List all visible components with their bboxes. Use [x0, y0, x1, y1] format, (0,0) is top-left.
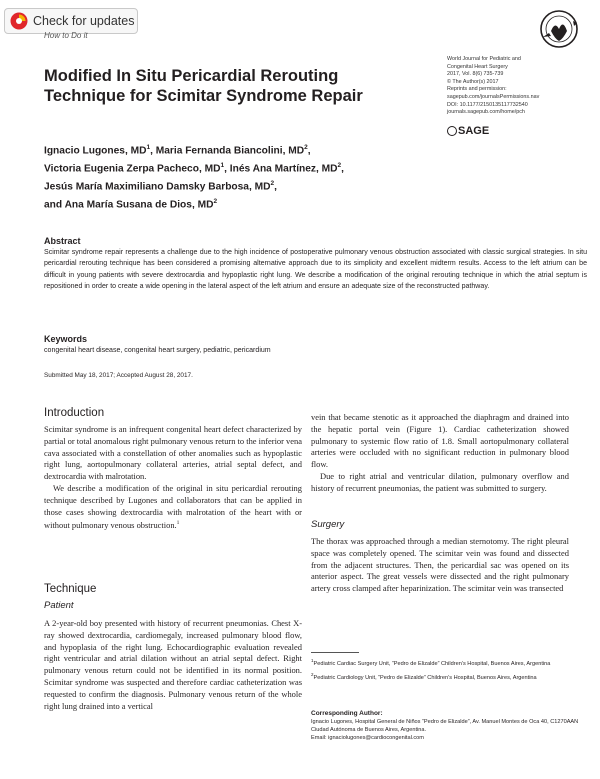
keywords-heading: Keywords [44, 334, 88, 344]
journal-info-doi[interactable]: DOI: 10.1177/2150135117732540 [447, 101, 528, 108]
sage-logo [447, 125, 489, 137]
journal-info [447, 56, 587, 117]
journal-info-line: Congenital Heart Surgery [447, 63, 508, 70]
surgery-heading: Surgery [311, 519, 345, 530]
check-for-updates-label: Check for updates [33, 14, 135, 28]
author-name: Victoria Eugenia Zerpa Pacheco, MD [44, 163, 221, 175]
author-affiliation: 1 [220, 161, 225, 169]
journal-info-line: Reprints and permission: [447, 86, 507, 93]
footnote: $^1$Pediatric Cardiac Surgery Unit, “Pedro de Elizalde” Children’s Hospital, Buenos Aires, Argentina [311, 658, 551, 667]
author-affiliation: 2 [304, 144, 308, 151]
author-line: Jesús María Maximiliano Damsky Barbosa, $MD^2$, [44, 179, 277, 193]
keywords-text: congenital heart disease, congenital heart surgery, pediatric, pericardium [44, 347, 271, 354]
society-seal-logo [529, 9, 581, 49]
journal-info-link[interactable]: journals.sagepub.com/home/pch [447, 109, 525, 116]
affiliation-footnotes [311, 657, 587, 684]
journal-info-link[interactable]: sagepub.com/journalsPermissions.nav [447, 93, 540, 100]
sage-logo-text: SAGE [458, 125, 490, 137]
check-for-updates-icon [10, 12, 28, 30]
body-paragraph: vein that became stenotic as it approached the diaphragm and drained into the hepatic portal vein (Figure 1). Cardiac catheterization showed pulmonary to systemic flow ratio of 1.8. Small aortopulmonary collateral arteries were occluded with no significant reduction in pulmonary blood flow. [311, 412, 569, 470]
footnote-divider [311, 652, 359, 653]
author-line [44, 195, 444, 213]
patient-heading: Patient [44, 600, 74, 611]
introduction-paragraph: We describe a modification of the original in situ pericardial rerouting technique described by Lugones and collaborators that can be applied in those cases showing dextrocardia with malrotation of the heart with or without pulmonary venous obstruction.$^1$ [44, 482, 302, 531]
patient-body [44, 618, 302, 712]
surgery-body [311, 536, 569, 595]
article-title: Modified In Situ Pericardial Rerouting Technique for Scimitar Syndrome Repair [44, 67, 363, 105]
author-name: and Ana María Susana de Dios, MD [44, 199, 214, 211]
author-affiliation: 2 [270, 179, 275, 187]
author-line: Ignacio Lugones, $MD^1$, Maria Fernanda Biancolini, $MD^2$, [44, 144, 311, 157]
author-affiliation: 2 [337, 161, 342, 169]
author-name: Maria Fernanda Biancolini, MD [155, 145, 305, 157]
author-list [44, 141, 444, 213]
author-name: Inés Ana Martínez, MD [229, 163, 338, 175]
technique-heading: Technique [44, 583, 97, 595]
author-affiliation: 1 [146, 144, 151, 151]
footnote: $^2$Pediatric Cardiology Unit, “Pedro de Elizalde” Children’s Hospital, Buenos Aires, Argentina [311, 671, 537, 681]
abstract-text: Scimitar syndrome repair represents a challenge due to the high incidence of postoperative pulmonary venous obstruction associated with classic surgical strategies. In situ pericardial rerouting technique has been considered a promising alternative approach due to its simplicity and excellent midterm results. Access to the left atrium can be difficult in young patients with severe dextrocardia and hypoplastic right lung. We describe a modification of the original rerouting technique in which the atrial septum is repositioned in order to create a wide opening in the lateral aspect of the left atrium and ensure an adequate size of the reconstructed pathway. [44, 249, 587, 291]
author-name: Jesús María Maximiliano Damsky Barbosa, MD [44, 181, 271, 193]
corresponding-author-details [311, 719, 587, 742]
introduction-body [44, 424, 302, 532]
corresponding-email[interactable]: Email: ignaciolugones@cardiocongenital.com [311, 734, 424, 741]
submission-dates: Submitted May 18, 2017; Accepted August 28, 2017. [44, 372, 193, 379]
citation-ref[interactable]: 1 [176, 520, 180, 527]
journal-info-line: © The Author(s) 2017 [447, 78, 499, 85]
journal-info-line: World Journal for Pediatric and [447, 56, 521, 62]
author-affiliation: 2 [213, 197, 218, 205]
author-line: Victoria Eugenia Zerpa Pacheco, $MD^1$, Inés Ana Martínez, $MD^2$, [44, 161, 344, 175]
right-column-body [311, 412, 569, 495]
patient-paragraph: A 2-year-old boy presented with history of recurrent pneumonias. Chest X-ray showed dextrocardia, cardiomegaly, increased pulmonary blood flow, and hypoplasia of the right lung. Echocardiographic evaluation revealed right ventricular and atrial dilation without an atrial septal defect. Right pulmonary venous return could not be identified in its normal position. Scimitar syndrome was suspected and therefore cardiac catheterization was requested to confirm the diagnosis. Pulmonary venous return of the whole right lung drained into a vertical [44, 618, 302, 711]
introduction-paragraph: Scimitar syndrome is an infrequent congenital heart defect characterized by partial or total anomalous right pulmonary venous return to the inferior vena cava associated with a constellation of other anomalies such as hypoplastic right lung, aortopulmonary collateral arteries, atrial septal defect, and dextrocardia with malrotation. [44, 424, 302, 482]
abstract-heading: Abstract [44, 236, 81, 246]
corresponding-author-heading: Corresponding Author: [311, 710, 383, 717]
corresponding-address: Ignacio Lugones, Hospital General de Niños “Pedro de Elizalde”, Av. Manuel Montes de Oca 40, C1270AAN Ciudad Autónoma de Buenos Aires, Argentina. [311, 719, 579, 733]
author-name: Ignacio Lugones, MD [44, 145, 147, 157]
introduction-heading: Introduction [44, 407, 105, 419]
section-label: How to Do it [44, 31, 88, 40]
sage-logo-circle-icon [447, 126, 457, 136]
body-paragraph: Due to right atrial and ventricular dilation, pulmonary overflow and history of recurrent pneumonias, the patient was submitted to surgery. [311, 470, 569, 493]
surgery-paragraph: The thorax was approached through a median sternotomy. The right pleural space was completely opened. The scimitar vein was found and dissected from the adjacent structures. Then, the pericardial sac was opened on its anterior aspect. The great vessels were dissected and the right pulmonary artery cross clamped after heparinization. The scimitar vein was transected [311, 536, 569, 594]
journal-info-line: 2017, Vol. 8(6) 735-739 [447, 71, 504, 78]
